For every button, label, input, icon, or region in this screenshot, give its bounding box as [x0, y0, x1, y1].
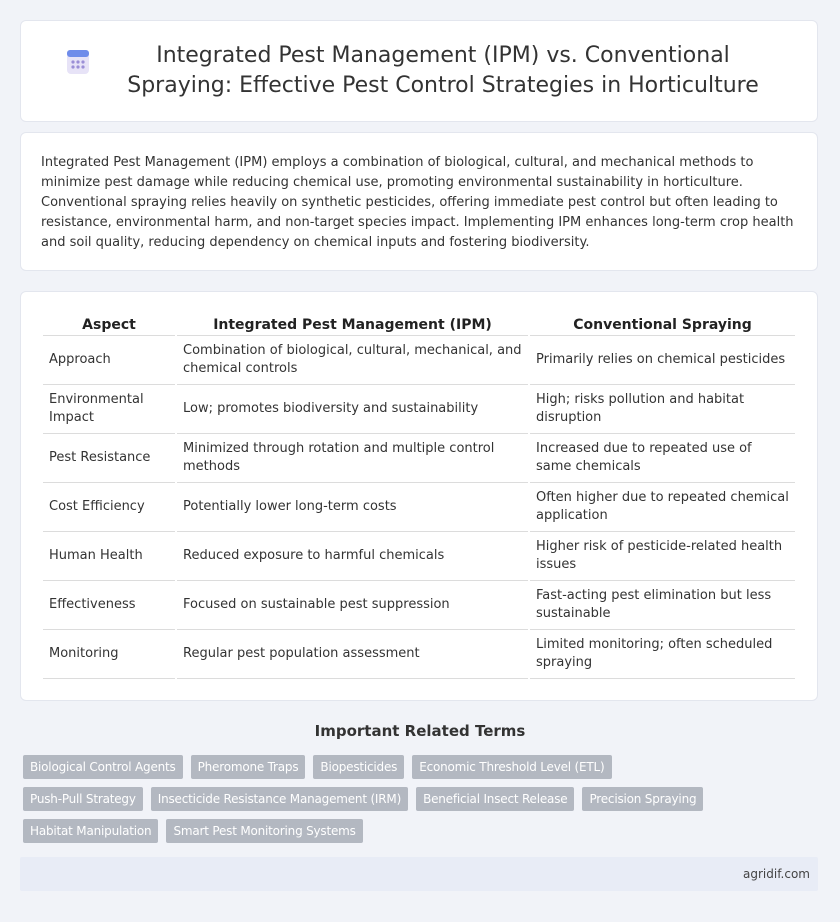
- table-cell-conventional: Higher risk of pesticide-related health issues: [530, 532, 795, 581]
- related-term-tag[interactable]: Biopesticides: [313, 755, 404, 779]
- table-cell-aspect: Cost Efficiency: [43, 483, 175, 532]
- column-header-aspect: Aspect: [43, 312, 175, 336]
- column-header-ipm: Integrated Pest Management (IPM): [177, 312, 528, 336]
- footer-bar: [20, 857, 818, 891]
- table-row: [43, 336, 795, 385]
- table-cell-ipm: Combination of biological, cultural, mechanical, and chemical controls: [177, 336, 528, 385]
- related-term-tag[interactable]: Habitat Manipulation: [23, 819, 158, 843]
- intro-card: [20, 132, 818, 271]
- table-cell-ipm: Minimized through rotation and multiple control methods: [177, 434, 528, 483]
- table-cell-conventional: High; risks pollution and habitat disruption: [530, 385, 795, 434]
- title-wrap: [65, 41, 773, 101]
- table-header-row: [43, 312, 795, 336]
- table-cell-aspect: Approach: [43, 336, 175, 385]
- comparison-card: [20, 291, 818, 701]
- related-terms-list: [23, 755, 723, 843]
- comparison-table: [41, 312, 797, 679]
- table-cell-ipm: Regular pest population assessment: [177, 630, 528, 679]
- table-row: [43, 532, 795, 581]
- related-term-tag[interactable]: Smart Pest Monitoring Systems: [166, 819, 362, 843]
- table-cell-conventional: Limited monitoring; often scheduled spraying: [530, 630, 795, 679]
- column-header-conventional: Conventional Spraying: [530, 312, 795, 336]
- table-cell-ipm: Low; promotes biodiversity and sustainability: [177, 385, 528, 434]
- related-term-tag[interactable]: Insecticide Resistance Management (IRM): [151, 787, 408, 811]
- related-term-tag[interactable]: Precision Spraying: [582, 787, 703, 811]
- table-cell-ipm: Reduced exposure to harmful chemicals: [177, 532, 528, 581]
- related-term-tag[interactable]: Push-Pull Strategy: [23, 787, 143, 811]
- related-term-tag[interactable]: Beneficial Insect Release: [416, 787, 574, 811]
- table-row: [43, 483, 795, 532]
- table-cell-ipm: Potentially lower long-term costs: [177, 483, 528, 532]
- table-cell-aspect: Effectiveness: [43, 581, 175, 630]
- table-cell-conventional: Primarily relies on chemical pesticides: [530, 336, 795, 385]
- page-title: Integrated Pest Management (IPM) vs. Conventional Spraying: Effective Pest Control Strategies in Horticulture: [127, 43, 759, 98]
- table-row: [43, 630, 795, 679]
- title-card: [20, 20, 818, 122]
- intro-paragraph: Integrated Pest Management (IPM) employs a combination of biological, cultural, and mechanical methods to minimize pest damage while reducing chemical use, promoting environmental sustainability in horticulture. Conventional spraying relies heavily on synthetic pesticides, offering immediate pest control but often leading to resistance, environmental harm, and non-target species impact. Implementing IPM enhances long-term crop health and soil quality, reducing dependency on chemical inputs and fostering biodiversity.: [41, 155, 794, 250]
- table-cell-aspect: Pest Resistance: [43, 434, 175, 483]
- related-terms-heading: Important Related Terms: [314, 722, 526, 740]
- related-term-tag[interactable]: Economic Threshold Level (ETL): [412, 755, 611, 779]
- table-cell-aspect: Monitoring: [43, 630, 175, 679]
- table-cell-aspect: Human Health: [43, 532, 175, 581]
- document-icon: [65, 49, 91, 75]
- related-term-tag[interactable]: Biological Control Agents: [23, 755, 183, 779]
- table-cell-conventional: Increased due to repeated use of same chemicals: [530, 434, 795, 483]
- table-cell-aspect: Environmental Impact: [43, 385, 175, 434]
- table-row: [43, 581, 795, 630]
- table-row: [43, 385, 795, 434]
- footer-site-link[interactable]: agridif.com: [743, 867, 810, 881]
- table-row: [43, 434, 795, 483]
- table-cell-ipm: Focused on sustainable pest suppression: [177, 581, 528, 630]
- related-term-tag[interactable]: Pheromone Traps: [191, 755, 306, 779]
- table-cell-conventional: Fast-acting pest elimination but less sustainable: [530, 581, 795, 630]
- table-cell-conventional: Often higher due to repeated chemical application: [530, 483, 795, 532]
